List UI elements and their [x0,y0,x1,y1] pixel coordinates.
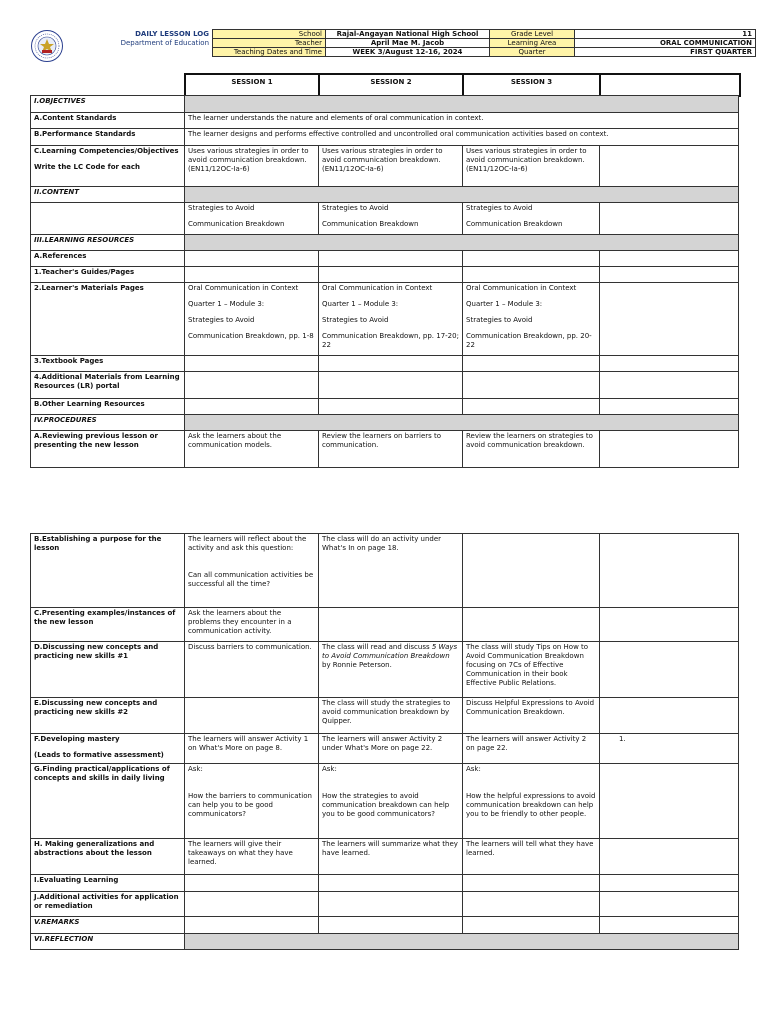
row-content-standards [31,113,739,129]
mastery-label [31,734,185,764]
learners-materials-s3 [463,283,600,356]
purpose-s1-text-b: Can all communication activities be successful all the time? [188,571,314,588]
learning-resources-shaded [185,235,739,251]
mastery-label-text: F.Developing mastery [34,735,120,743]
quarter-label: Quarter [490,48,575,57]
lm-s2-line4: Communication Breakdown, pp. 17-20; 22 [322,332,459,349]
applications-s1 [185,764,319,839]
dates-label: Teaching Dates and Time [213,48,326,57]
content-shaded [185,187,739,203]
content-topic-s2 [319,203,463,235]
purpose-s1 [185,534,319,608]
evaluating-label: I.Evaluating Learning [31,875,185,892]
row-learners-materials [31,283,739,356]
discussing-2-s3: Discuss Helpful Expressions to Avoid Communication Breakdown. [463,698,600,734]
row-references [31,251,739,267]
row-additional-materials [31,372,739,399]
session-3-header: SESSION 3 [463,74,600,96]
content-standards-label: A.Content Standards [31,113,185,129]
competencies-label-text: C.Learning Competencies/Objectives [34,147,179,155]
quarter-value: FIRST QUARTER [575,48,756,57]
reflection-heading: VI.REFLECTION [31,934,185,950]
learning-area-label: Learning Area [490,39,575,48]
objectives-heading: I.OBJECTIVES [31,96,185,113]
generalizations-s2: The learners will summarize what they have learned. [319,839,463,875]
content-standards-text: The learner understands the nature and elements of oral communication in context. [185,113,739,129]
row-teachers-guides [31,267,739,283]
additional-materials-label: 4.Additional Materials from Learning Resources (LR) portal [31,372,185,399]
mastery-s4-text: 1. [619,735,626,743]
examples-label: C.Presenting examples/instances of the new lesson [31,608,185,642]
header-row-school [213,30,756,39]
discussing-2-s2: The class will study the strategies to avoid communication breakdown by Quipper. [319,698,463,734]
session-2-header: SESSION 2 [319,74,463,96]
competencies-s1: Uses various strategies in order to avoid communication breakdown. (EN11/12OC-Ia-6) [185,146,319,187]
row-content-topics [31,203,739,235]
learning-resources-heading: III.LEARNING RESOURCES [31,235,185,251]
reviewing-s2: Review the learners on barriers to communication. [319,431,463,468]
learners-materials-s2 [319,283,463,356]
lm-s3-line4: Communication Breakdown, pp. 20-22 [466,332,592,349]
lm-s1-line4: Communication Breakdown, pp. 1-8 [188,332,314,340]
purpose-label: B.Establishing a purpose for the lesson [31,534,185,608]
row-examples [31,608,739,642]
applications-s1-text: How the barriers to communication can help you to be good communicators? [188,792,312,818]
dates-value: WEEK 3/August 12-16, 2024 [326,48,490,57]
row-learning-resources [31,235,739,251]
textbook-label: 3.Textbook Pages [31,356,185,372]
discussing-1-s1: Discuss barriers to communication. [185,642,319,698]
additional-activities-label: J.Additional activities for application or remediation [31,892,185,917]
lm-s2-line2: Quarter 1 – Module 3: [322,300,399,308]
row-applications [31,764,739,839]
row-additional-activities [31,892,739,917]
lm-s2-line1: Oral Communication in Context [322,284,433,292]
discussing-1-label: D.Discussing new concepts and practicing new skills #1 [31,642,185,698]
applications-s3 [463,764,600,839]
purpose-s2: The class will do an activity under What's In on page 18. [319,534,463,608]
discussing-1-s2 [319,642,463,698]
purpose-s1-text-a: The learners will reflect about the activity and ask this question: [188,535,307,552]
row-other-resources [31,399,739,415]
row-discussing-1 [31,642,739,698]
content-topic-s2-line1: Strategies to Avoid [322,204,389,212]
lc-code-note: Write the LC Code for each [34,163,141,171]
session-1-header: SESSION 1 [185,74,319,96]
performance-standards-text: The learner designs and performs effective controlled and uncontrolled oral communication activities based on context. [185,129,739,146]
applications-s3-text: How the helpful expressions to avoid communication breakdown can help you to be friendly to other people. [466,792,596,818]
mastery-s4 [600,734,739,764]
content-topic-s1-line1: Strategies to Avoid [188,204,255,212]
content-topics-blank [31,203,185,235]
teacher-label: Teacher [213,39,326,48]
header-row-teacher [213,39,756,48]
mastery-s3: The learners will answer Activity 2 on page 22. [463,734,600,764]
mastery-note: (Leads to formative assessment) [34,751,164,759]
row-purpose [31,534,739,608]
mastery-s2: The learners will answer Activity 2 under What's More on page 22. [319,734,463,764]
procedures-heading: IV.PROCEDURES [31,415,185,431]
row-performance-standards [31,129,739,146]
lesson-log-table-part2 [30,533,739,950]
reviewing-label: A.Reviewing previous lesson or presenting the new lesson [31,431,185,468]
applications-s3-ask: Ask: [466,765,481,773]
discussing-2-label: E.Discussing new concepts and practicing new skills #2 [31,698,185,734]
discussing-1-s3: The class will study Tips on How to Avoid Communication Breakdown focusing on 7Cs of Effective Communication in their book Effective Public Relations. [463,642,600,698]
applications-s2 [319,764,463,839]
row-procedures [31,415,739,431]
teachers-guides-label: 1.Teacher's Guides/Pages [31,267,185,283]
reviewing-s1: Ask the learners about the communication models. [185,431,319,468]
objectives-shaded [185,96,739,113]
references-label: A.References [31,251,185,267]
applications-s1-ask: Ask: [188,765,203,773]
applications-s2-text: How the strategies to avoid communication breakdown can help you to be good communicators? [322,792,450,818]
discussing-1-s2-c: by Ronnie Peterson. [322,661,392,669]
generalizations-label: H. Making generalizations and abstractions about the lesson [31,839,185,875]
competencies-s4 [600,146,739,187]
competencies-label [31,146,185,187]
generalizations-s3: The learners will tell what they have learned. [463,839,600,875]
reviewing-s4 [600,431,739,468]
content-heading: II.CONTENT [31,187,185,203]
examples-s1: Ask the learners about the problems they encounter in a communication activity. [185,608,319,642]
lm-s1-line3: Strategies to Avoid [188,316,255,324]
purpose-s3 [463,534,600,608]
performance-standards-label: B.Performance Standards [31,129,185,146]
discussing-1-s2-a: The class will read and discuss [322,643,432,651]
department-name: Department of Education [120,39,209,47]
deped-seal-logo [31,30,63,62]
competencies-s3: Uses various strategies in order to avoid communication breakdown. (EN11/12OC-Ia-6) [463,146,600,187]
header-row-dates [213,48,756,57]
lesson-log-table-part1 [30,95,739,468]
content-topic-s3-line2: Communication Breakdown [466,220,563,228]
lm-s1-line2: Quarter 1 – Module 3: [188,300,265,308]
content-topic-s3-line1: Strategies to Avoid [466,204,533,212]
log-title: DAILY LESSON LOG [135,30,209,38]
row-evaluating [31,875,739,892]
content-topic-s1 [185,203,319,235]
lm-s2-line3: Strategies to Avoid [322,316,389,324]
row-objectives [31,96,739,113]
row-remarks [31,917,739,934]
teacher-value: April Mae M. Jacob [326,39,490,48]
learners-materials-label: 2.Learner's Materials Pages [31,283,185,356]
row-competencies [31,146,739,187]
learners-materials-s4 [600,283,739,356]
learners-materials-s1 [185,283,319,356]
content-topic-s3 [463,203,600,235]
discussing-1-s2-title: 5 Ways to Avoid Communication Breakdown [322,643,458,660]
session-4-header [600,74,740,96]
lm-s1-line1: Oral Communication in Context [188,284,299,292]
reviewing-s3: Review the learners on strategies to avoid communication breakdown. [463,431,600,468]
row-content-heading [31,187,739,203]
row-discussing-2 [31,698,739,734]
other-resources-label: B.Other Learning Resources [31,399,185,415]
content-topic-s1-line2: Communication Breakdown [188,220,285,228]
remarks-heading: V.REMARKS [31,917,185,934]
content-topic-s2-line2: Communication Breakdown [322,220,419,228]
generalizations-s1: The learners will give their takeaways on what they have learned. [185,839,319,875]
row-reflection [31,934,739,950]
row-generalizations [31,839,739,875]
purpose-s4 [600,534,739,608]
row-textbook [31,356,739,372]
row-mastery [31,734,739,764]
grade-level-value: 11 [575,30,756,39]
applications-label: G.Finding practical/applications of concepts and skills in daily living [31,764,185,839]
mastery-s1: The learners will answer Activity 1 on What's More on page 8. [185,734,319,764]
session-header-table [184,73,741,97]
lm-s3-line1: Oral Communication in Context [466,284,577,292]
competencies-s2: Uses various strategies in order to avoid communication breakdown. (EN11/12OC-Ia-6) [319,146,463,187]
row-reviewing [31,431,739,468]
lm-s3-line2: Quarter 1 – Module 3: [466,300,543,308]
school-value: Rajal-Angayan National High School [326,30,490,39]
content-topic-s4 [600,203,739,235]
learning-area-value: ORAL COMMUNICATION [575,39,756,48]
lm-s3-line3: Strategies to Avoid [466,316,533,324]
school-label: School [213,30,326,39]
header-info-table [212,29,756,57]
reflection-shaded [185,934,739,950]
procedures-shaded [185,415,739,431]
grade-level-label: Grade Level [490,30,575,39]
applications-s2-ask: Ask: [322,765,337,773]
